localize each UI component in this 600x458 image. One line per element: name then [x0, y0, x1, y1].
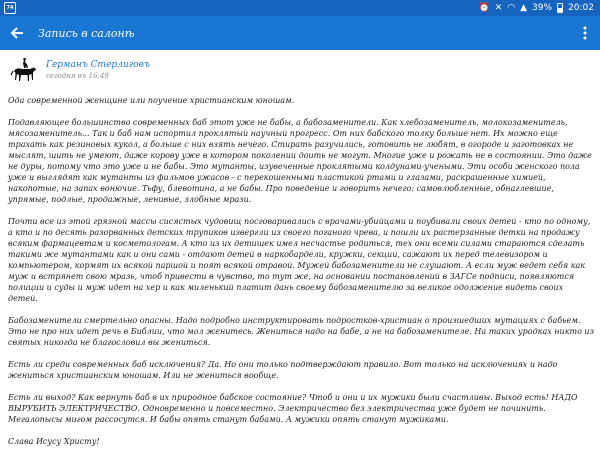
status-left: [0, 2, 16, 14]
post-time: сегодня въ 16:49: [46, 72, 150, 80]
app-bar: [0, 16, 600, 50]
wifi-icon: ◠: [507, 0, 515, 16]
post-paragraph: Бабозаменители смертельно опасны. Надо подробно инструктировать подростков-христиан о произшедших мутациях с бабьем. Это не про них идет речь в Библии, что мол женитесь. Жениться надо на бабе, а не на бабозаменителе. На таких уродках никто из святых никогда не благословил вы жениться.: [8, 315, 594, 348]
more-vertical-icon: [582, 25, 588, 41]
page-title: Запись в салонѣ: [38, 27, 570, 40]
battery-icon: [557, 3, 563, 13]
author-name[interactable]: Германъ Стерлиговъ: [46, 60, 150, 70]
back-button[interactable]: [0, 16, 34, 50]
arrow-left-icon: [9, 25, 25, 41]
status-right: [479, 0, 600, 16]
post-paragraph: Есть ли выход? Как вернуть баб в их природное бабское состояние? Чтоб и они и их мужики были счастливы. Выход есть! НАДО ВЫРУБИТЬ ЭЛЕКТРИЧЕСТВО. Одновременно и повсеместно. Электричество без электричества уже будет не починить. Мегалопысы мигом рассосутся. И бабы опять станут бабами. А мужики опять станут мужиками.: [8, 392, 594, 425]
status-time: 20:02: [568, 3, 594, 13]
post-paragraph: Подавляющее большинство современных баб этот уже не бабы, а бабозаменители. Как хлебозаменитель, молокозаменитель, мясозаменитель... Так и баб нам испортил проклятый научный прогресс. От них бабского толку больше нет. Их можно еще трахать как резиновых кукол, а больше с них взять нечего. Стирать разучились, готовить не любят, в огороде и заготовках не мыслят, шить не умеют, даже корову уже в котором поколении доить не могут. Многие уже и рожать не в состоянии. Это даже не дуры, потому что это уже и не бабы. Это мутанты, изувеченные проклятыми колдунами-учеными. Эти особи женского пола уже и выглядят как мутанты из фильмов ужасов - с перекошенными пластикой ртами и глазами, раскрашенные химией, накопотые, на запах вонючие. Тьфу, блевотина, а не бабы. Про поведение и говорить нечего: самовлюбленные, обнаглевшие, упрямые, подлые, продажные, ленивые, злобные мрази.: [8, 117, 594, 205]
avatar[interactable]: [10, 56, 40, 84]
author-meta: [46, 60, 150, 80]
post-paragraph: Ода современной женщине или поучение христианским юношам.: [8, 95, 594, 106]
status-bar: [0, 0, 600, 16]
mute-icon: ✕: [495, 0, 503, 16]
post-paragraph: Слава Исусу Христу!: [8, 436, 594, 447]
alarm-icon: ⏰: [479, 0, 490, 16]
post-header: [10, 56, 150, 84]
post-paragraph: Почти все из этой грязной массы сисястых чудовищ посговаривались с врачами-убийцами и поубивали своих детей - кто по одному, а кто и по десять разорванных детских трупиков извергли из своего поганого чрева, и пошли их растерзанные детки на продажу всяким фармацевтам и косметологам. А кто из их детишек имел несчастье родиться, тех они всеми силами стараются сделать такими же мутантами как и они сами - отдают детей в наркобардели, кружки, секции, сажают их перед телевизором и компьютером, кормят их всякой паршой и поят всякой отравой. Мужей бабозаменители не слушают. А если муж ведет себя как муж и встрянет свою мразь, чтоб привести в чувство, то тут же, на основании постановлений в ЗАГСе подписи, появляются полиции и суды и муж идет на хер и как миленький платит дань своему бабозаменителю за великое одолжение видеть своих детей.: [8, 216, 594, 304]
battery-percent: 39%: [532, 3, 552, 13]
notification-icon: 74: [4, 2, 16, 14]
post-paragraph: Есть ли среди современных баб исключения? Да. Но они только подтверждают правило. Вот только на исключениях и надо жениться христианским юношам. Или не жениться вообще.: [8, 359, 594, 381]
overflow-menu-button[interactable]: [570, 16, 600, 50]
signal-icon: ▲: [520, 0, 527, 16]
post-body: [8, 95, 594, 458]
